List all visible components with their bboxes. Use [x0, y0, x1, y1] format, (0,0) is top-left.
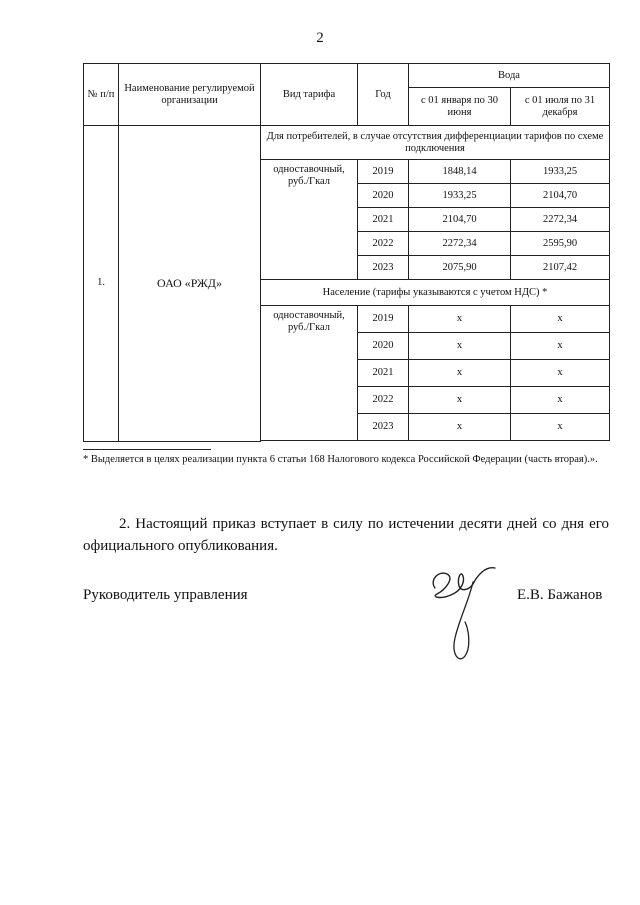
table-cell-value: 1848,14 [409, 160, 511, 184]
table-cell-value: х [511, 360, 610, 387]
tariff-table [83, 63, 610, 442]
signer-title: Руководитель управления [83, 587, 248, 603]
table-cell-year: 2019 [358, 160, 409, 184]
table-cell-value: 2272,34 [409, 232, 511, 256]
handwritten-signature [425, 560, 505, 670]
page-number: 2 [316, 30, 324, 46]
table-cell-value: 2272,34 [511, 208, 610, 232]
header-year: Год [358, 64, 409, 126]
table-cell-value: 2107,42 [511, 256, 610, 280]
table-cell-year: 2019 [358, 306, 409, 333]
table-cell-year: 2023 [358, 256, 409, 280]
section1-tariff-type: одноставочный, руб./Гкал [261, 160, 358, 280]
section2-title: Население (тарифы указываются с учетом НДС) * [261, 280, 610, 306]
table-cell-value: 1933,25 [511, 160, 610, 184]
table-cell-value: х [511, 333, 610, 360]
table-cell-value: 2104,70 [409, 208, 511, 232]
header-org: Наименование регулируемой организации [119, 64, 261, 126]
footnote-divider [83, 449, 211, 450]
section1-title: Для потребителей, в случае отсутствия дифференциации тарифов по схеме подключения [261, 126, 610, 160]
table-cell-value: х [511, 387, 610, 414]
header-period-1: с 01 января по 30 июня [409, 88, 511, 126]
row-number: 1. [84, 126, 119, 442]
table-cell-value: х [409, 333, 511, 360]
header-num: № п/п [84, 64, 119, 126]
order-paragraph: 2. Настоящий приказ вступает в силу по истечении десяти дней со дня его официального опубликования. [83, 516, 609, 554]
table-cell-value: 2075,90 [409, 256, 511, 280]
table-cell-value: х [409, 360, 511, 387]
table-cell-year: 2022 [358, 232, 409, 256]
table-cell-value: 2595,90 [511, 232, 610, 256]
header-period-2: с 01 июля по 31 декабря [511, 88, 610, 126]
table-cell-value: х [409, 306, 511, 333]
table-cell-year: 2020 [358, 184, 409, 208]
signer-name: Е.В. Бажанов [517, 587, 603, 603]
table-cell-value: х [409, 387, 511, 414]
table-cell-year: 2020 [358, 333, 409, 360]
table-cell-value: 1933,25 [409, 184, 511, 208]
table-cell-value: 2104,70 [511, 184, 610, 208]
table-cell-value: х [511, 306, 610, 333]
table-cell-year: 2023 [358, 414, 409, 441]
organization-name: ОАО «РЖД» [119, 126, 261, 442]
section2-tariff-type: одноставочный, руб./Гкал [261, 306, 358, 441]
header-water: Вода [409, 64, 610, 88]
header-tariff-type: Вид тарифа [261, 64, 358, 126]
table-cell-year: 2021 [358, 208, 409, 232]
table-cell-year: 2022 [358, 387, 409, 414]
footnote: * Выделяется в целях реализации пункта 6 статьи 168 Налогового кодекса Российской Федерации (часть вторая).». [83, 454, 598, 465]
table-cell-value: х [511, 414, 610, 441]
table-cell-value: х [409, 414, 511, 441]
table-cell-year: 2021 [358, 360, 409, 387]
